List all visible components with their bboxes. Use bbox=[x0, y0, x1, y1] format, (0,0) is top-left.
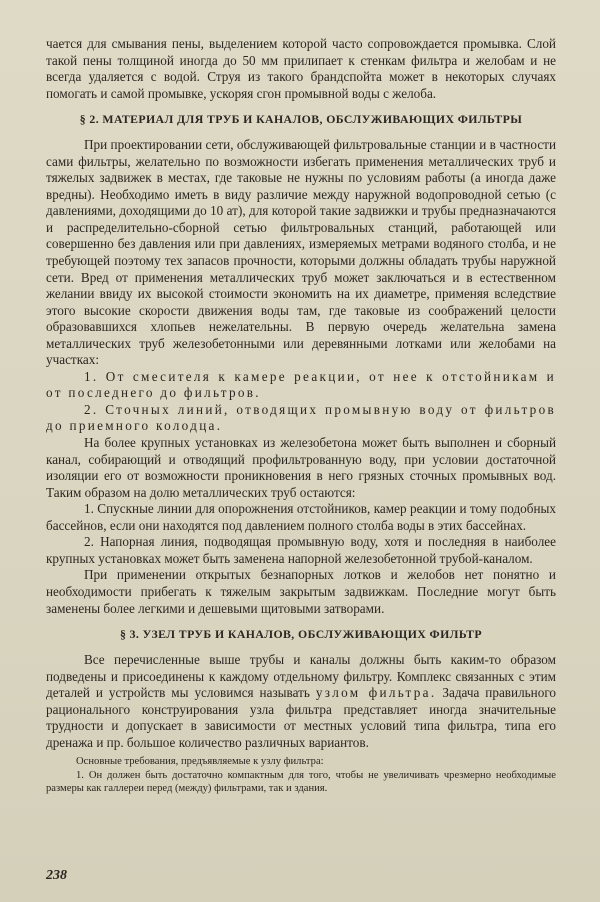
section-2-list-item-1: 1. От смесителя к камере реакции, от нее к отстойникам и от последнего до фильтров. bbox=[46, 368, 556, 401]
section-2-paragraph-3: При применении открытых безнапорных лотков и желобов нет понятно и необходимости прибегать к тяжелым закрытым задвижкам. Последние могут быть заменены более легкими и дешевыми щитовыми затворами. bbox=[46, 567, 556, 616]
section-2-heading: § 2. МАТЕРИАЛ ДЛЯ ТРУБ И КАНАЛОВ, ОБСЛУЖИВАЮЩИХ ФИЛЬТРЫ bbox=[79, 112, 523, 127]
intro-paragraph: чается для смывания пены, выделением которой часто сопровождается промывка. Слой такой пены толщиной иногда до 50 мм прилипает к стенкам фильтра и желобам и не всегда удаляется с водой. Струя из такого брандспойта может в некоторых случаях помогать и самой промывке, ускоряя сгон промывной воды с желоба. bbox=[46, 36, 556, 101]
section-3-heading: § 3. УЗЕЛ ТРУБ И КАНАЛОВ, ОБСЛУЖИВАЮЩИХ ФИЛЬТР bbox=[119, 627, 483, 642]
section-2-paragraph-2: На более крупных установках из железобетона может быть выполнен и сборный канал, собирающий и отводящий профильтрованную воду, при условии достаточной изоляции его от возможности проникновения в него грязных сточных промывных вод. Таким образом на долю металлических труб остаются: bbox=[46, 435, 556, 500]
requirement-1: 1. Он должен быть достаточно компактным для того, чтобы не увеличивать чрезмерно необходимые размеры как галлереи перед (между) фильтрами, так и здания. bbox=[46, 769, 556, 794]
requirements-intro: Основные требования, предъявляемые к узлу фильтра: bbox=[76, 756, 324, 768]
term-filter-node: узлом фильтра. bbox=[315, 685, 437, 701]
page-number: 238 bbox=[46, 868, 67, 883]
section-2-list-item-3: 1. Спускные линии для опорожнения отстойников, камер реакции и тому подобных бассейнов, если они находятся под давлением полного столба воды в этих бассейнах. bbox=[46, 501, 556, 533]
section-2-list-item-4: 2. Напорная линия, подводящая промывную воду, хотя и последняя в наиболее крупных установках может быть заменена напорной железобетонной трубой-каналом. bbox=[46, 534, 556, 566]
section-3-paragraph-1 bbox=[46, 652, 556, 751]
section-3-paragraph-1-start: Все перечисленные выше трубы и каналы должны быть каким-то образом подведены и присоединены к каждому отдельному фильтру. Комплекс связанных с этим деталей и устройств мы условимся называть bbox=[46, 652, 556, 701]
section-2-list-item-2: 2. Сточных линий, отводящих промывную воду от фильтров до приемного колодца. bbox=[46, 401, 556, 434]
section-3-paragraph-1-end: Задача правильного рационального конструирования узла фильтра представляет иногда значительные трудности и допускает в зависимости от местных условий типа фильтра, типа его дренажа и пр. большое количество различных вариантов. bbox=[46, 685, 557, 750]
section-2-paragraph-1: При проектировании сети, обслуживающей фильтровальные станции и в частности сами фильтры, желательно по возможности избегать применения металлических труб и тяжелых задвижек в местах, где таковые не нужны по условиям работы (а иногда даже вредны). Необходимо иметь в виду различие между наружной водопроводной сетью (с давлениями, доходящими до 10 ат), для которой такие задвижки и трубы предназначаются и распределительно-сборной сетью фильтровальных станций, работающей или совершенно без давления или при давлениях, измеряемых метрами водяного столба, и не требующей поэтому тех запасов прочности, которыми должны обладать трубы наружной сети. Вред от применения металлических труб может заключаться и в естественном желании ввиду их высокой стоимости экономить на их диаметре, применяя вследствие этого высокие скорости движения воды там, где таковые из соображений целости образовавшихся хлопьев нежелательны. В первую очередь желательна замена металлических труб железобетонными или деревянными лотками или желобами на участках: bbox=[46, 137, 556, 368]
